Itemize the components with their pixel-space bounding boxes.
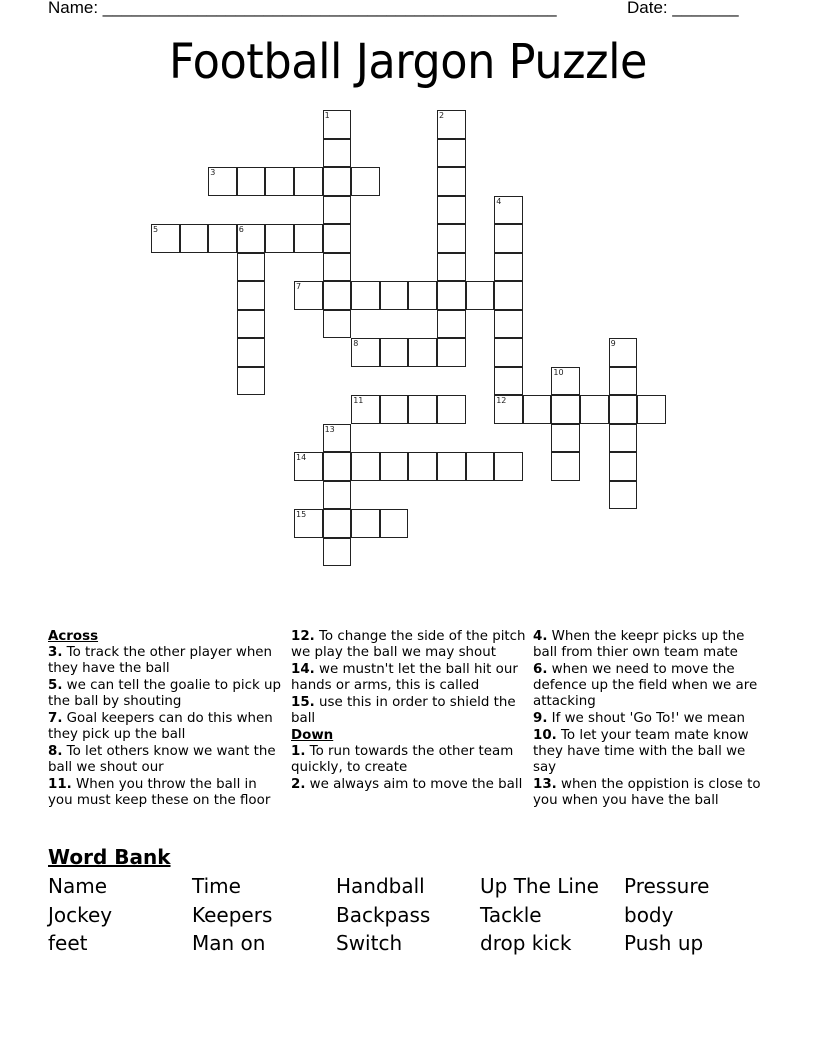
clue-number: 10	[553, 367, 564, 377]
crossword-cell[interactable]	[380, 281, 409, 310]
crossword-cell[interactable]	[237, 338, 266, 367]
crossword-cell[interactable]	[323, 224, 352, 253]
clue-across-12: 12. To change the side of the pitch we play the ball we may shout	[291, 629, 526, 660]
crossword-cell[interactable]	[466, 281, 495, 310]
word-bank-title: Word Bank	[48, 845, 171, 869]
crossword-cell[interactable]	[494, 224, 523, 253]
crossword-cell[interactable]	[609, 452, 638, 481]
crossword-cell[interactable]	[494, 196, 523, 225]
crossword-cell[interactable]	[380, 338, 409, 367]
clue-number: 14	[296, 453, 307, 462]
crossword-cell[interactable]	[437, 224, 466, 253]
crossword-cell[interactable]	[551, 452, 580, 481]
word-bank-item: Push up	[624, 931, 704, 955]
crossword-cell[interactable]	[237, 310, 266, 339]
crossword-cell[interactable]	[265, 224, 294, 253]
crossword-cell[interactable]	[323, 452, 352, 481]
crossword-cell[interactable]	[466, 452, 495, 481]
crossword-cell[interactable]	[408, 452, 437, 481]
crossword-cell[interactable]	[294, 167, 323, 196]
crossword-cell[interactable]	[237, 253, 266, 282]
clue-number: 4	[496, 196, 502, 206]
crossword-cell[interactable]	[294, 281, 323, 310]
crossword-cell[interactable]	[551, 395, 580, 424]
crossword-cell[interactable]	[437, 139, 466, 168]
crossword-cell[interactable]	[609, 395, 638, 424]
crossword-cell[interactable]	[437, 167, 466, 196]
word-bank-item: Up The Line	[480, 874, 599, 898]
crossword-cell[interactable]	[494, 395, 523, 424]
crossword-cell[interactable]	[437, 452, 466, 481]
word-bank-item: feet	[48, 931, 88, 955]
crossword-cell[interactable]	[323, 509, 352, 538]
crossword-cell[interactable]	[323, 196, 352, 225]
clue-across-11: 11. When you throw the ball in you must keep these on the floor	[48, 777, 271, 808]
word-bank-item: Keepers	[192, 902, 273, 927]
crossword-cell[interactable]	[351, 338, 380, 367]
crossword-cell[interactable]	[494, 253, 523, 282]
crossword-cell[interactable]	[323, 139, 352, 168]
clue-number: 2	[439, 111, 445, 120]
crossword-cell[interactable]	[637, 395, 666, 424]
crossword-cell[interactable]	[351, 281, 380, 310]
clue-across-5: 5. we can tell the goalie to pick up the ball by shouting	[48, 678, 281, 709]
crossword-cell[interactable]	[437, 338, 466, 367]
word-bank-item: Pressure	[624, 874, 710, 898]
clue-down-4: 4. When the keepr picks up the ball from thier own team mate	[533, 629, 745, 660]
crossword-cell[interactable]	[494, 338, 523, 367]
crossword-cell[interactable]	[237, 281, 266, 310]
crossword-cell[interactable]	[323, 110, 352, 139]
clue-down-13: 13. when the oppistion is close to you when you have the ball	[533, 777, 761, 808]
crossword-cell[interactable]	[437, 310, 466, 339]
clues-column-2	[291, 629, 527, 794]
crossword-cell[interactable]	[237, 167, 266, 196]
crossword-cell[interactable]	[551, 424, 580, 453]
crossword-cell[interactable]	[437, 110, 466, 139]
clue-number: 7	[296, 282, 302, 291]
crossword-cell[interactable]	[609, 367, 638, 396]
crossword-cell[interactable]	[180, 224, 209, 253]
word-bank-item: Name	[48, 874, 108, 898]
crossword-cell[interactable]	[408, 395, 437, 424]
word-bank-item: body	[624, 902, 674, 927]
word-bank-item: drop kick	[480, 931, 572, 955]
crossword-cell[interactable]	[580, 395, 609, 424]
crossword-cell[interactable]	[294, 452, 323, 481]
crossword-cell[interactable]	[237, 224, 266, 253]
clue-number: 13	[324, 424, 335, 434]
crossword-cell[interactable]	[408, 338, 437, 367]
crossword-cell[interactable]	[380, 509, 409, 538]
crossword-cell[interactable]	[494, 281, 523, 310]
clue-number: 9	[610, 339, 616, 348]
clue-down-6: 6. when we need to move the defence up the field when we are attacking	[533, 662, 758, 709]
clue-down-10: 10. To let your team mate know they have time with the ball we say	[533, 728, 749, 775]
crossword-cell[interactable]	[323, 481, 352, 510]
clue-number: 3	[210, 168, 216, 177]
crossword-cell[interactable]	[408, 281, 437, 310]
crossword-cell[interactable]	[351, 509, 380, 538]
crossword-cell[interactable]	[351, 167, 380, 196]
crossword-cell[interactable]	[294, 509, 323, 538]
crossword-cell[interactable]	[323, 253, 352, 282]
word-bank-item: Handball	[336, 874, 425, 898]
crossword-cell[interactable]	[609, 424, 638, 453]
crossword-cell[interactable]	[351, 395, 380, 424]
down-heading: Down	[291, 728, 334, 743]
name-field-label: Name: ________________________________________________	[48, 0, 557, 17]
clue-number: 6	[238, 225, 244, 234]
date-field-label: Date: _______	[627, 0, 739, 17]
crossword-cell[interactable]	[437, 196, 466, 225]
word-bank-item: Man on	[192, 931, 266, 955]
crossword-cell[interactable]	[609, 481, 638, 510]
crossword-cell[interactable]	[551, 367, 580, 396]
page-title: Football Jargon Puzzle	[168, 34, 648, 90]
word-bank-item: Switch	[336, 931, 403, 955]
clue-across-8: 8. To let others know we want the ball we shout our	[48, 744, 276, 775]
crossword-cell[interactable]	[208, 167, 237, 196]
clue-down-1: 1. To run towards the other team quickly, to create	[291, 744, 514, 775]
clue-number: 12	[496, 396, 507, 405]
clues-column-1	[48, 629, 284, 810]
clues-column-3	[533, 629, 769, 810]
clue-across-3: 3. To track the other player when they have the ball	[48, 645, 273, 676]
word-bank-item: Time	[192, 874, 241, 898]
crossword-cell[interactable]	[294, 224, 323, 253]
word-bank-item: Backpass	[336, 902, 431, 927]
across-heading: Across	[48, 629, 99, 644]
clue-number: 11	[353, 396, 364, 405]
crossword-cell[interactable]	[437, 395, 466, 424]
clue-number: 15	[296, 510, 307, 519]
crossword-cell[interactable]	[437, 281, 466, 310]
clue-across-14: 14. we mustn't let the ball hit our hands or arms, this is called	[291, 662, 518, 693]
crossword-cell[interactable]	[494, 310, 523, 339]
crossword-cell[interactable]	[237, 367, 266, 396]
crossword-cell[interactable]	[323, 281, 352, 310]
crossword-cell[interactable]	[494, 452, 523, 481]
clue-across-7: 7. Goal keepers can do this when they pick up the ball	[48, 711, 273, 742]
clue-number: 8	[353, 339, 359, 348]
crossword-cell[interactable]	[351, 452, 380, 481]
clue-number: 5	[153, 225, 159, 234]
word-bank-item: Jockey	[48, 902, 113, 927]
crossword-cell[interactable]	[323, 538, 352, 567]
crossword-cell[interactable]	[323, 310, 352, 339]
crossword-cell[interactable]	[609, 338, 638, 367]
crossword-cell[interactable]	[523, 395, 552, 424]
clue-number: 1	[324, 111, 330, 120]
crossword-cell[interactable]	[323, 167, 352, 196]
crossword-cell[interactable]	[380, 395, 409, 424]
crossword-cell[interactable]	[265, 167, 294, 196]
clue-across-15: 15. use this in order to shield the ball	[291, 695, 516, 726]
crossword-cell[interactable]	[437, 253, 466, 282]
crossword-cell[interactable]	[494, 367, 523, 396]
crossword-cell[interactable]	[323, 424, 352, 453]
crossword-cell[interactable]	[380, 452, 409, 481]
word-bank-item: Tackle	[480, 902, 542, 927]
crossword-cell[interactable]	[208, 224, 237, 253]
clue-down-9: 9. If we shout 'Go To!' we mean	[533, 711, 746, 726]
crossword-cell[interactable]	[151, 224, 180, 253]
clue-down-2: 2. we always aim to move the ball	[291, 777, 523, 792]
